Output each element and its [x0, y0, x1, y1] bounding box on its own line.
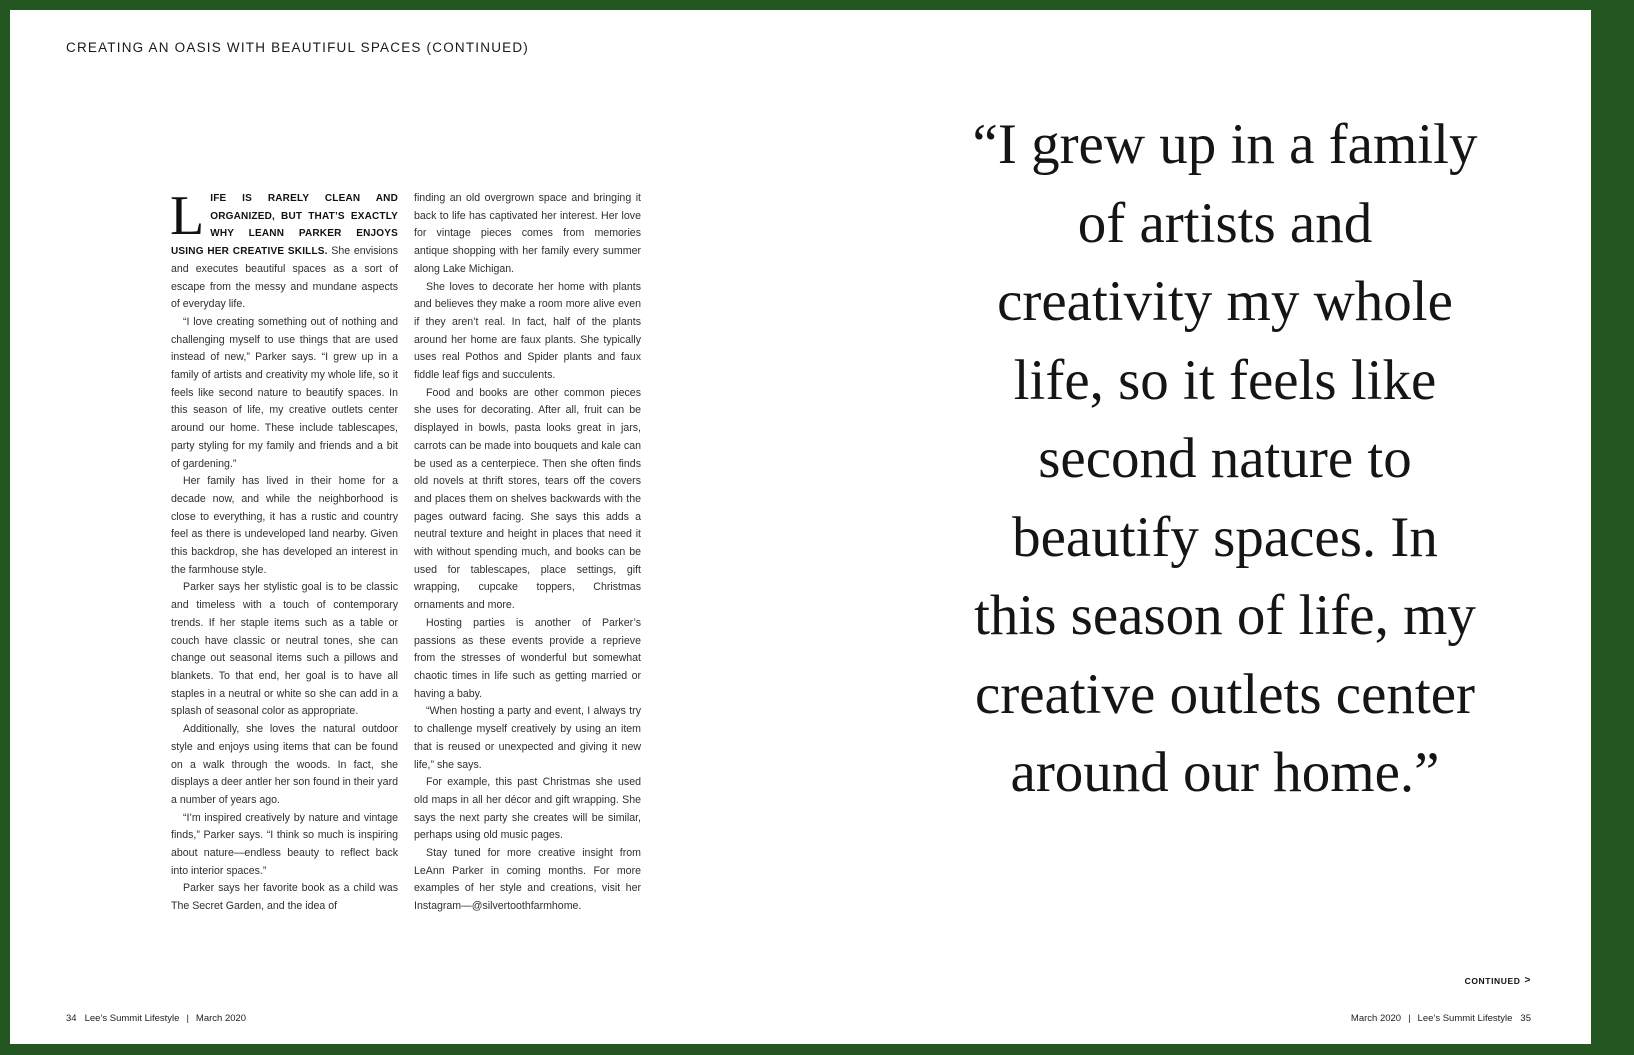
article-column-2	[414, 190, 641, 916]
article-paragraph: Parker says her stylistic goal is to be classic and timeless with a touch of contemporary trends. If her staple items such as a table or couch have classic or neutral tones, she can change out seasonal items such a pillows and blankets. To that end, her goal is to have all staples in a neutral or white so she can add in a splash of seasonal color as appropriate.	[171, 581, 398, 718]
article-paragraph: Stay tuned for more creative insight from LeAnn Parker in coming months. For more examples of her style and creations, visit her Instagram—@silvertoothfarmhome.	[414, 847, 641, 913]
article-paragraph: For example, this past Christmas she used old maps in all her décor and gift wrapping. She says the next party she creates will be similar, perhaps using old music pages.	[414, 776, 641, 842]
article-paragraph: Additionally, she loves the natural outdoor style and enjoys using items that can be found on a walk through the woods. In fact, she displays a deer antler her son found in their yard a number of years ago.	[171, 723, 398, 806]
folio-right	[1351, 1013, 1531, 1024]
drop-cap: L	[170, 185, 205, 247]
article-paragraph: “I’m inspired creatively by nature and vintage finds,” Parker says. “I think so much is inspiring about nature—endless beauty to reflect back into interior spaces.”	[171, 811, 398, 877]
page-number: 34	[66, 1013, 77, 1024]
page-number: 35	[1520, 1013, 1531, 1024]
folio-separator: |	[1408, 1013, 1411, 1024]
publication-name: Lee’s Summit Lifestyle	[1417, 1013, 1513, 1024]
chevron-right-icon: >	[1524, 975, 1531, 986]
article-column-1	[170, 185, 398, 916]
running-head: CREATING AN OASIS WITH BEAUTIFUL SPACES (CONTINUED)	[66, 40, 529, 55]
article-paragraph-continuation: finding an old overgrown space and bringing it back to life has captivated her interest. Her love for vintage pieces comes from memories antique shopping with her family every summer along Lake Michigan.	[414, 192, 641, 275]
article-opening-paragraph	[170, 185, 398, 314]
pull-quote: “I grew up in a family of artists and creativity my whole life, so it feels like second nature to beautify spaces. In this season of life, my creative outlets center around our home.”	[972, 113, 1478, 804]
issue-date: March 2020	[1350, 1013, 1402, 1024]
article-paragraph: Parker says her favorite book as a child was The Secret Garden, and the idea of	[171, 882, 398, 913]
continued-label: CONTINUED	[1464, 975, 1521, 986]
article-paragraph: Hosting parties is another of Parker’s passions as these events provide a reprieve from the stresses of wonderful but somewhat chaotic times in life such as getting married or having a baby.	[414, 616, 641, 700]
publication-name: Lee’s Summit Lifestyle	[84, 1013, 180, 1024]
issue-date: March 2020	[195, 1013, 247, 1024]
article-paragraph: She loves to decorate her home with plants and believes they make a room more alive even if they aren’t real. In fact, half of the plants around her home are faux plants. She typically uses real Pothos and Spider plants and faux fiddle leaf figs and succulents.	[414, 280, 641, 382]
folio-separator: |	[186, 1013, 189, 1024]
article-paragraph: Food and books are other common pieces she uses for decorating. After all, fruit can be displayed in bowls, pasta looks great in jars, carrots can be made into bouquets and kale can be used as a centerpiece. Then she often finds old novels at thrift stores, tears off the covers and places them on shelves backwards with the pages outward facing. She says this adds a neutral texture and height in places that need it with without spending much, and books can be used for tablescapes, place settings, gift wrapping, cupcake toppers, Christmas ornaments and more.	[414, 386, 641, 612]
article-paragraph: “When hosting a party and event, I always try to challenge myself creatively by using an item that is reused or unexpected and giving it new life,” she says.	[414, 705, 641, 771]
continued-link[interactable]	[1465, 975, 1531, 986]
article-paragraph: “I love creating something out of nothing and challenging myself to use things that are used instead of new,” Parker says. “I grew up in a family of artists and creativity my whole life, so it feels like second nature to beautify spaces. In this season of life, my creative outlets center around our home. These include tablescapes, party styling for my family and friends and a bit of gardening.”	[171, 315, 398, 470]
folio-left	[66, 1013, 246, 1024]
paragraph-text: She envisions and executes beautiful spaces as a sort of escape from the messy and mundane aspects of everyday life.	[171, 245, 398, 311]
magazine-spread	[10, 10, 1591, 1044]
article-paragraph: Her family has lived in their home for a decade now, and while the neighborhood is close to everything, it has a rustic and country feel as there is undeveloped land nearby. Given this backdrop, she has developed an interest in the farmhouse style.	[171, 475, 398, 576]
lead-in: IFE IS RARELY CLEAN AND ORGANIZED, BUT THAT’S EXACTLY WHY LEANN PARKER ENJOYS USING HER CREATIVE SKILLS.	[171, 193, 398, 258]
